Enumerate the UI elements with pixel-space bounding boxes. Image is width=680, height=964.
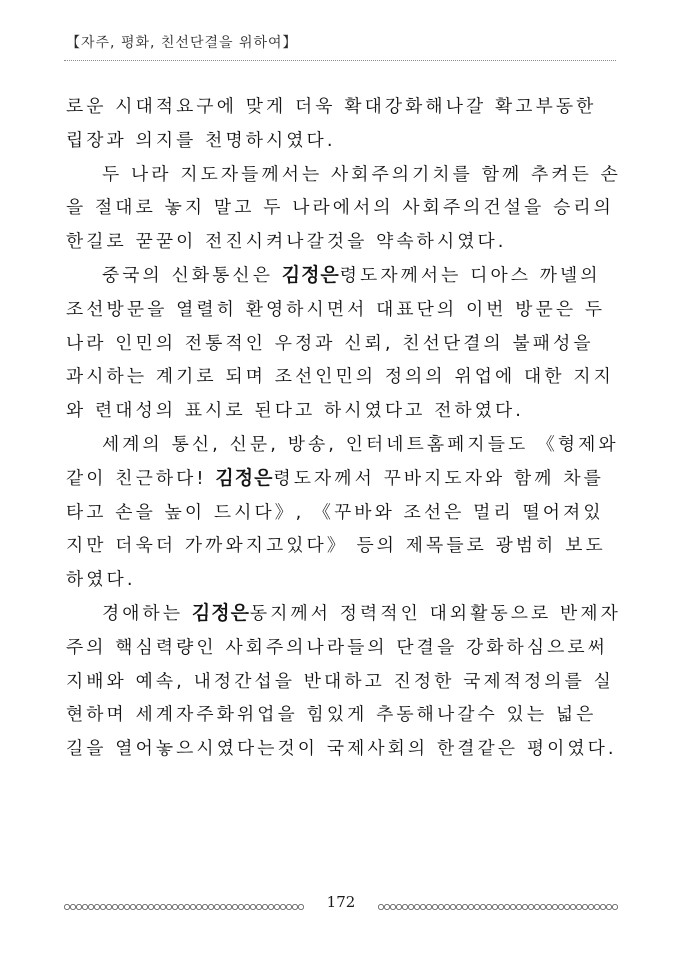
text-line: [66, 597, 621, 631]
text-segment: 동지께서 정력적인 대외활동으로 반제자: [249, 602, 621, 624]
text-segment: 주의 핵심력량인 사회주의나라들의 단결을 강화하심으로써: [66, 636, 608, 658]
text-line: [66, 394, 616, 428]
text-line: [66, 698, 616, 732]
text-line: [66, 158, 621, 192]
footer-ornament-right: [378, 902, 618, 912]
running-header: 【자주, 평화, 친선단결을 위하여】: [66, 35, 298, 51]
text-line: [66, 225, 616, 259]
text-line: [66, 631, 616, 665]
footer-ornament-left: [64, 902, 304, 912]
paragraph-2: [66, 158, 621, 259]
text-segment: 세계의 통신, 신문, 방송, 인터네트홈페지들도 《형제와: [102, 433, 619, 455]
text-segment: 경애하는: [102, 602, 192, 624]
text-segment: 한길로 꾿꾿이 전진시켜나갈것을 약속하시였다.: [66, 231, 507, 253]
text-line: [66, 462, 616, 496]
text-line: [66, 563, 616, 597]
text-segment: 로운 시대적요구에 맞게 더욱 확대강화해나갈 확고부동한: [66, 96, 597, 117]
paragraph-4: [66, 428, 619, 597]
text-segment: 중국의 신화통신은: [102, 264, 282, 286]
leader-name: 김정은: [191, 601, 250, 624]
text-segment: 두 나라 지도자들께서는 사회주의기치를 함께 추켜든 손: [102, 163, 621, 185]
text-segment: 령도자께서는 디아스 까넬의: [339, 264, 601, 286]
leader-name: 김정은: [281, 263, 340, 286]
text-line: [66, 259, 616, 293]
body-text: [66, 90, 621, 766]
text-line: [66, 496, 616, 530]
text-segment: 지배와 예속, 내정간섭을 반대하고 진정한 국제적정의를 실: [66, 670, 614, 692]
text-segment: 타고 손을 높이 드시다》, 《꾸바와 조선은 멀리 떨어져있: [66, 501, 604, 523]
page-number: 172: [326, 893, 356, 911]
text-line: [66, 90, 616, 124]
text-segment: 령도자께서 꾸바지도자와 함께 차를: [273, 467, 604, 489]
text-line: [66, 529, 616, 563]
text-segment: 과시하는 계기로 되며 조선인민의 정의의 위업에 대한 지지: [66, 366, 614, 388]
text-segment: 와 련대성의 표시로 된다고 하시였다고 전하였다.: [66, 400, 525, 422]
paragraph-1: [66, 90, 616, 158]
paragraph-5: [66, 597, 621, 766]
text-segment: 을 절대로 놓지 말고 두 나라에서의 사회주의건설을 승리의: [66, 197, 614, 219]
text-line: [66, 665, 616, 699]
text-segment: 길을 열어놓으시였다는것이 국제사회의 한결같은 평이였다.: [66, 738, 617, 760]
text-line: [66, 732, 616, 766]
text-segment: 현하며 세계자주화위업을 힘있게 추동해나갈수 있는 넓은: [66, 704, 597, 726]
text-segment: 나라 인민의 전통적인 우정과 신뢰, 친선단결의 불패성을: [66, 332, 594, 354]
text-segment: 립장과 의지를 천명하시였다.: [66, 129, 336, 151]
header-divider: [64, 60, 616, 61]
text-line: [66, 428, 619, 462]
text-segment: 지만 더욱더 가까와지고있다》 등의 제목들로 광범히 보도: [66, 535, 606, 557]
text-line: [66, 191, 616, 225]
text-line: [66, 360, 616, 394]
text-line: [66, 293, 616, 327]
text-segment: 같이 친근하다!: [66, 467, 216, 489]
text-line: [66, 327, 616, 361]
text-line: [66, 124, 616, 158]
leader-name: 김정은: [215, 466, 274, 489]
text-segment: 하였다.: [66, 569, 136, 591]
text-segment: 조선방문을 열렬히 환영하시면서 대표단의 이번 방문은 두: [66, 298, 606, 320]
paragraph-3: [66, 259, 616, 428]
